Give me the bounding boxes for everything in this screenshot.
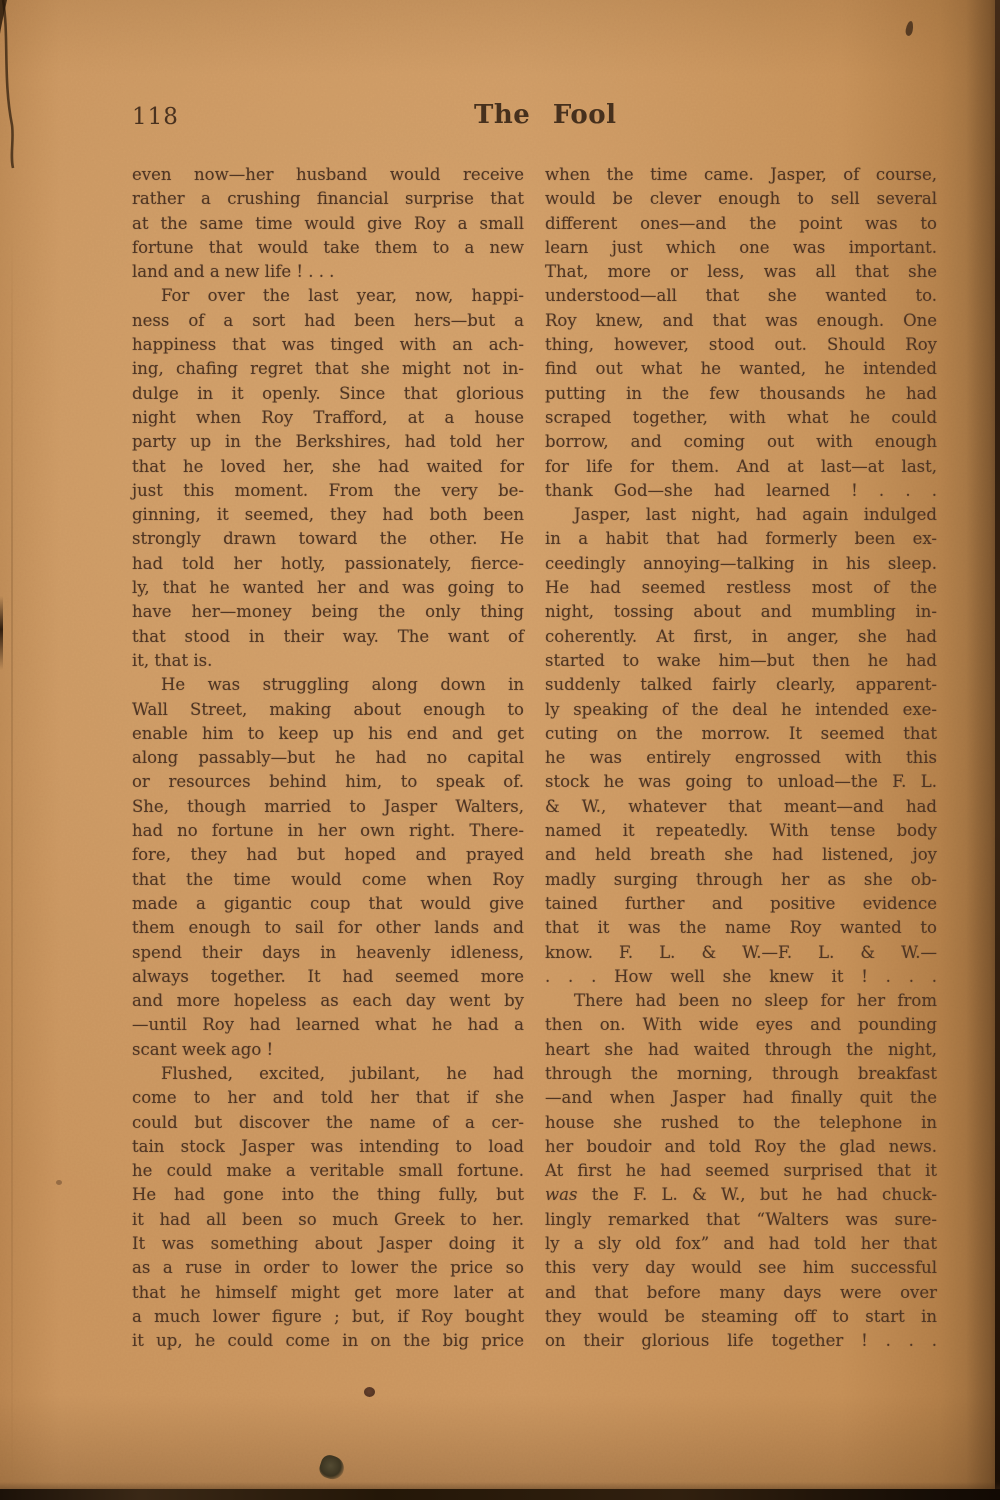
text-line: different ones—and the point was to bbox=[545, 213, 937, 233]
text-line: There had been no sleep for her from bbox=[574, 991, 937, 1011]
text-line: through the morning, through breakfast bbox=[545, 1063, 937, 1083]
text-line: he could make a veritable small fortune. bbox=[132, 1161, 524, 1181]
text-line: it, that is. bbox=[132, 650, 213, 670]
text-line: thank God—she had learned ! . . . bbox=[545, 480, 937, 500]
text-line: her boudoir and told Roy the glad news. bbox=[545, 1136, 937, 1156]
text-line: enable him to keep up his end and get bbox=[132, 723, 524, 743]
text-line: tain stock Jasper was intending to load bbox=[132, 1136, 524, 1156]
text-line: it had all been so much Greek to her. bbox=[132, 1209, 524, 1229]
text-line: could but discover the name of a cer- bbox=[132, 1112, 524, 1132]
text-line: fore, they had but hoped and prayed bbox=[132, 845, 524, 865]
text-column-right bbox=[545, 163, 937, 1354]
text-line: scraped together, with what he could bbox=[545, 407, 937, 427]
text-line: ing, chafing regret that she might not in- bbox=[132, 359, 524, 379]
text-line: He had seemed restless most of the bbox=[545, 578, 937, 598]
text-line: made a gigantic coup that would give bbox=[132, 893, 524, 913]
text-line: Flushed, excited, jubilant, he had bbox=[161, 1063, 524, 1083]
paper-speck bbox=[364, 1387, 375, 1397]
text-line: He was struggling along down in bbox=[161, 675, 524, 695]
running-title: The Fool bbox=[474, 100, 617, 130]
text-line: tained further and positive evidence bbox=[545, 893, 937, 913]
text-line: —until Roy had learned what he had a bbox=[132, 1015, 524, 1035]
text-line: find out what he wanted, he intended bbox=[545, 359, 937, 379]
text-line: putting in the few thousands he had bbox=[545, 383, 937, 403]
text-line: they would be steaming off to start in bbox=[545, 1306, 937, 1326]
text-line: then on. With wide eyes and pounding bbox=[545, 1015, 937, 1035]
text-line: ly a sly old fox” and had told her that bbox=[545, 1234, 937, 1254]
text-line: it up, he could come in on the big price bbox=[132, 1331, 524, 1351]
corner-crease-mark bbox=[0, 0, 30, 170]
text-line: That, more or less, was all that she bbox=[545, 262, 937, 282]
text-line: them enough to sail for other lands and bbox=[132, 918, 524, 938]
text-line: ginning, it seemed, they had both been bbox=[132, 505, 524, 525]
text-line: thing, however, stood out. Should Roy bbox=[545, 335, 937, 355]
text-line: strongly drawn toward the other. He bbox=[132, 529, 524, 549]
text-line: suddenly talked fairly clearly, apparent- bbox=[545, 675, 937, 695]
text-line: For over the last year, now, happi- bbox=[161, 286, 524, 306]
text-line: —and when Jasper had finally quit the bbox=[545, 1088, 937, 1108]
paper-crease bbox=[11, 230, 13, 1500]
text-line: spend their days in heavenly idleness, bbox=[132, 942, 524, 962]
text-line: ceedingly annoying—talking in his sleep. bbox=[545, 553, 937, 573]
text-line: night, tossing about and mumbling in- bbox=[545, 602, 937, 622]
text-line: when the time came. Jasper, of course, bbox=[545, 165, 937, 184]
text-line: madly surging through her as she ob- bbox=[545, 869, 937, 889]
text-line: heart she had waited through the night, bbox=[545, 1039, 937, 1059]
text-line: Jasper, last night, had again indulged bbox=[574, 505, 937, 525]
text-line: and more hopeless as each day went by bbox=[132, 991, 524, 1011]
text-line: . . . How well she knew it ! . . . bbox=[545, 966, 937, 986]
page-edge-shadow bbox=[966, 0, 996, 1500]
page-bottom-edge bbox=[0, 1489, 1000, 1500]
text-line: he was entirely engrossed with this bbox=[545, 748, 937, 768]
text-line: coherently. At first, in anger, she had bbox=[545, 626, 937, 646]
text-line: had no fortune in her own right. There- bbox=[132, 821, 524, 841]
text-line: land and a new life ! . . . bbox=[132, 262, 335, 282]
text-line: just this moment. From the very be- bbox=[132, 480, 524, 500]
paper-speck bbox=[56, 1180, 62, 1185]
text-line: always together. It had seemed more bbox=[132, 966, 524, 986]
text-line: come to her and told her that if she bbox=[132, 1088, 524, 1108]
text-line: borrow, and coming out with enough bbox=[545, 432, 937, 452]
text-line: rather a crushing financial surprise that bbox=[132, 189, 524, 209]
text-line: At first he had seemed surprised that it bbox=[545, 1161, 937, 1181]
text-line: stock he was going to unload—the F. L. bbox=[545, 772, 937, 792]
text-line: understood—all that she wanted to. bbox=[545, 286, 937, 306]
text-line: ly, that he wanted her and was going to bbox=[132, 578, 524, 598]
text-line: He had gone into the thing fully, but bbox=[132, 1185, 524, 1205]
text-line: at the same time would give Roy a small bbox=[132, 213, 524, 233]
text-line: even now—her husband would receive bbox=[132, 165, 524, 184]
text-line: would be clever enough to sell several bbox=[545, 189, 937, 209]
text-line: or resources behind him, to speak of. bbox=[132, 772, 524, 792]
text-line: and that before many days were over bbox=[545, 1282, 937, 1302]
text-line: that stood in their way. The want of bbox=[132, 626, 524, 646]
text-line: night when Roy Trafford, at a house bbox=[132, 407, 524, 427]
text-line: for life for them. And at last—at last, bbox=[545, 456, 937, 476]
text-line: that he himself might get more later at bbox=[132, 1282, 524, 1302]
text-line: had told her hotly, passionately, fierce- bbox=[132, 553, 524, 573]
text-line: Roy knew, and that was enough. One bbox=[545, 310, 937, 330]
text-line: on their glorious life together ! . . . bbox=[545, 1331, 937, 1351]
text-column-left bbox=[132, 163, 524, 1354]
text-line: named it repeatedly. With tense body bbox=[545, 821, 937, 841]
text-line: have her—money being the only thing bbox=[132, 602, 524, 622]
text-line: as a ruse in order to lower the price so bbox=[132, 1258, 524, 1278]
paper-speck bbox=[905, 21, 914, 37]
text-line: & W., whatever that meant—and had bbox=[545, 796, 937, 816]
text-line: this very day would see him successful bbox=[545, 1258, 937, 1278]
text-line: learn just which one was important. bbox=[545, 237, 937, 257]
text-line: ness of a sort had been hers—but a bbox=[132, 310, 524, 330]
text-line: She, though married to Jasper Walters, bbox=[132, 796, 524, 816]
text-line: in a habit that had formerly been ex- bbox=[545, 529, 937, 549]
text-line: along passably—but he had no capital bbox=[132, 748, 524, 768]
text-line: cuting on the morrow. It seemed that bbox=[545, 723, 937, 743]
page-right-edge bbox=[995, 0, 1000, 1500]
text-line: that it was the name Roy wanted to bbox=[545, 918, 937, 938]
text-line: a much lower figure ; but, if Roy bought bbox=[132, 1306, 524, 1326]
text-line: that he loved her, she had waited for bbox=[132, 456, 524, 476]
text-line: Wall Street, making about enough to bbox=[132, 699, 524, 719]
text-line: house she rushed to the telephone in bbox=[545, 1112, 937, 1132]
text-line: fortune that would take them to a new bbox=[132, 237, 524, 257]
text-line: happiness that was tinged with an ach- bbox=[132, 335, 524, 355]
text-line: know. F. L. & W.—F. L. & W.— bbox=[545, 942, 937, 962]
text-line: was the F. L. & W., but he had chuck- bbox=[545, 1185, 937, 1205]
text-line: ly speaking of the deal he intended exe- bbox=[545, 699, 937, 719]
text-line: lingly remarked that “Walters was sure- bbox=[545, 1209, 937, 1229]
text-line: that the time would come when Roy bbox=[132, 869, 524, 889]
text-line: and held breath she had listened, joy bbox=[545, 845, 937, 865]
text-line: scant week ago ! bbox=[132, 1039, 274, 1059]
text-line: dulge in it openly. Since that glorious bbox=[132, 383, 524, 403]
text-line: started to wake him—but then he had bbox=[545, 650, 937, 670]
text-line: It was something about Jasper doing it bbox=[132, 1234, 524, 1254]
page-number: 118 bbox=[132, 104, 179, 130]
left-edge-mark bbox=[0, 596, 3, 670]
text-line: party up in the Berkshires, had told her bbox=[132, 432, 524, 452]
paper-stain bbox=[317, 1453, 347, 1482]
